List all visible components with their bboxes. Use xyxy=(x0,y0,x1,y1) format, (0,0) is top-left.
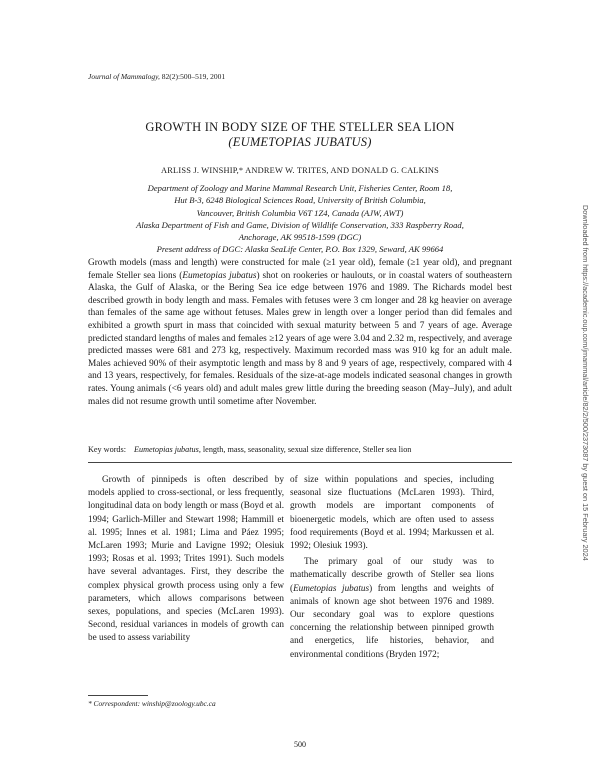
author-list: ARLISS J. WINSHIP,* ANDREW W. TRITES, AND DONALD G. CALKINS xyxy=(161,166,439,175)
correspondent-footnote: * Correspondent: winship@zoology.ubc.ca xyxy=(88,699,216,708)
abstract-text-1: Growth models (mass and length) were constructed for male (≥1 year old), female (≥1 year old), and pregnant female Steller sea lions ( xyxy=(88,258,512,281)
title-line-2: (EUMETOPIAS JUBATUS) xyxy=(228,135,372,149)
paragraph: of size within populations and species, including seasonal size fluctuations (McLaren 1993). Third, growth models are important components of bioenergetic models, which are often used to assess food requirements (Boyd et al. 1994; Markussen et al. 1992; Olesiuk 1993). xyxy=(290,474,494,551)
affiliation-line: Alaska Department of Fish and Game, Division of Wildlife Conservation, 333 Raspberry Road, xyxy=(136,219,464,230)
paragraph-text: The primary goal of our study was to mathematically describe growth of Steller sea lions ( xyxy=(290,556,494,593)
affiliation-line: Vancouver, British Columbia V6T 1Z4, Canada (AJW, AWT) xyxy=(196,207,404,218)
download-watermark: Downloaded from https://academic.oup.com/jmammal/article/82/2/500/2373087 by guest on 15 February 2024 xyxy=(581,205,590,561)
journal-pages: 82(2):500–519, 2001 xyxy=(161,72,226,81)
affiliations xyxy=(92,182,508,256)
affiliation-line: Department of Zoology and Marine Mammal Research Unit, Fisheries Center, Room 18, xyxy=(147,183,453,193)
affiliation-line: Anchorage, AK 99518-1599 (DGC) xyxy=(238,232,362,243)
body-column-left xyxy=(88,473,284,645)
paragraph-species: Eumetopias jubatus xyxy=(293,582,370,593)
paragraph-goal xyxy=(290,555,494,661)
keywords xyxy=(88,445,512,454)
paragraph-text: ) from lengths and weights of animals of known age shot between 1976 and 1989. Our secondary goal was to explore questions concerning the relationship between pinniped growth and energetics, life histories, behavior, and environmental conditions (Bryden 1972; xyxy=(290,582,494,659)
divider xyxy=(88,462,512,463)
page-number: 500 xyxy=(294,740,306,749)
keywords-species: Eumetopias jubatus xyxy=(133,445,199,454)
body-column-right xyxy=(290,473,494,661)
abstract-text-2: ) shot on rookeries or haulouts, or in coastal waters of southeastern Alaska, the Gulf of Alaska, or the Bering Sea ice edge between 1976 and 1989. The Richards model best described growth in body length and mass. Females with fetuses were 3 cm longer and 28 kg heavier on average than females of the same age without fetuses. Males grew in length over a longer period than did females and exhibited a growth spurt in mass that coincided with sexual maturity between 5 and 7 years of age. Average predicted standard lengths of males and females ≥12 years of age were 3.04 and 2.32 m, respectively, and average predicted masses were 681 and 273 kg, respectively. Maximum recorded mass was 910 kg for an adult male. Males achieved 90% of their asymptotic length and mass by 8 and 9 years of age, respectively, compared with 4 and 13 years, respectively, for females. Residuals of the size-at-age models indicated seasonal changes in growth rates. Young animals (<6 years old) and adult males grew little during the breeding season (May–July), and adult males did not resume growth until sometime after November. xyxy=(88,270,512,407)
keywords-rest: , length, mass, seasonality, sexual size difference, Steller sea lion xyxy=(198,445,412,454)
article-title xyxy=(88,120,512,150)
journal-citation xyxy=(88,72,225,81)
affiliation-line: Present address of DGC: Alaska SeaLife Center, P.O. Box 1329, Seward, AK 99664 xyxy=(156,244,444,255)
abstract xyxy=(88,257,512,408)
affiliation-line: Hut B-3, 6248 Biological Sciences Road, University of British Columbia, xyxy=(174,195,426,206)
abstract-species: Eumetopias jubatus xyxy=(182,270,257,281)
keywords-label: Key words: xyxy=(88,445,126,454)
title-line-1: GROWTH IN BODY SIZE OF THE STELLER SEA LION xyxy=(145,120,455,134)
paragraph: Growth of pinnipeds is often described by models applied to cross-sectional, or less frequently, longitudinal data on body length or mass (Boyd et al. 1994; Garlich-Miller and Stewart 1998; Hammill et al. 1995; Innes et al. 1981; Lima and Páez 1995; McLaren 1993; Murie and Lavigne 1992; Olesiuk 1993; Rosas et al. 1993; Trites 1991). Such models have several advantages. First, they describe the complex physical growth process using only a few parameters, which allows comparisons between sexes, populations, and species (McLaren 1993). Second, residual variances in models of growth can be used to assess variability xyxy=(88,474,284,643)
journal-name: Journal of Mammalogy, xyxy=(88,72,160,81)
footnote-divider xyxy=(88,695,148,696)
